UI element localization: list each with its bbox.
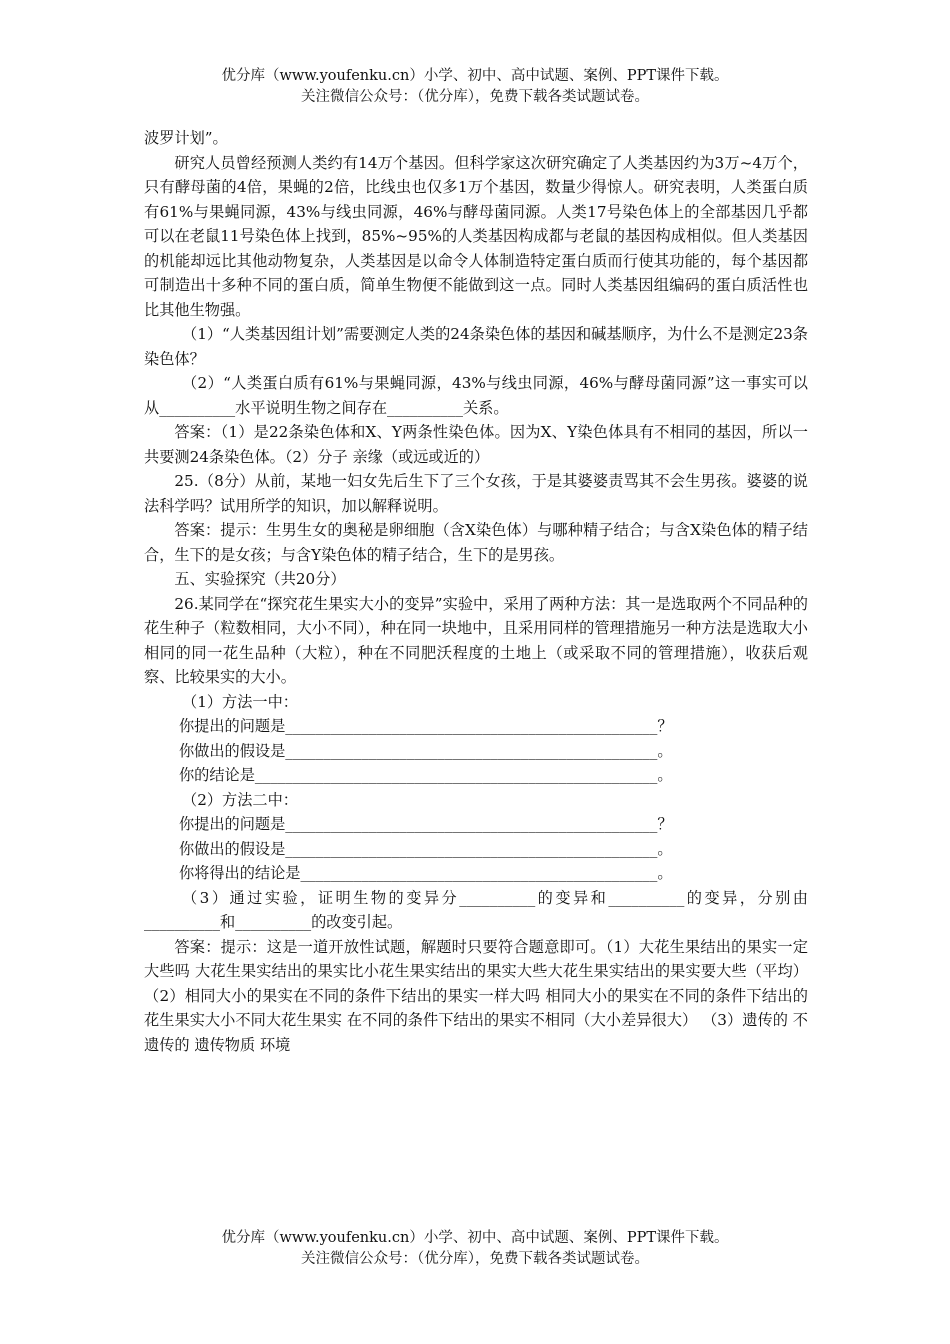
paragraph: 研究人员曾经预测人类约有14万个基因。但科学家这次研究确定了人类基因约为3万~4万个，只有酵母菌的4倍，果蝇的2倍，比线虫也仅多1万个基因，数量少得惊人。研究表明，人类蛋白质有61%与果蝇同源，43%与线虫同源，46%与酵母菌同源。人类17号染色体上的全部基因几乎都可以在老鼠11号染色体上找到，85%~95%的人类基因构成都与老鼠的基因构成相似。但人类基因的机能却远比其他动物复杂，人类基因是以命令人体制造特定蛋白质而行使其功能的，每个基因都可制造出十多种不同的蛋白质，简单生物便不能做到这一点。同时人类基因组编码的蛋白质活性也比其他生物强。: [144, 153, 808, 319]
page-footer: [0, 1228, 950, 1270]
method-2-hypothesis: 你做出的假设是_________________________________________________。: [178, 839, 673, 858]
answer-24: 答案：（1）是22条染色体和X、Y两条性染色体。因为X、Y染色体具有不相同的基因，所以一共要测24条染色体。（2）分子 亲缘（或远或近的）: [144, 423, 808, 466]
method-2-conclusion: 你将得出的结论是_______________________________________________。: [178, 864, 673, 882]
method-1-question: 你提出的问题是_________________________________________________？: [178, 717, 673, 735]
question-24-2: （2）“人类蛋白质有61%与果蝇同源，43%与线虫同源，46%与酵母菌同源”这一事实可以从__________水平说明生物之间存在__________关系。: [144, 374, 808, 417]
method-1-conclusion: 你的结论是_____________________________________________________。: [178, 766, 673, 784]
question-26-3: （3）通过实验，证明生物的变异分__________的变异和__________的变异，分别由__________和__________的改变引起。: [144, 888, 808, 931]
section-heading: 五、实验探究（共20分）: [174, 570, 346, 588]
header-line-2: 关注微信公众号：（优分库），免费下载各类试题试卷。: [301, 89, 649, 105]
answer-25: 答案：提示：生男生女的奥秘是卵细胞（含X染色体）与哪种精子结合；与含X染色体的精子结合，生下的是女孩；与含Y染色体的精子结合，生下的是男孩。: [144, 521, 808, 564]
question-25: 25.（8分）从前，某地一妇女先后生下了三个女孩，于是其婆婆责骂其不会生男孩。婆婆的说法科学吗？试用所学的知识，加以解释说明。: [144, 472, 808, 515]
answer-26: 答案：提示：这是一道开放性试题，解题时只要符合题意即可。（1）大花生果结出的果实一定大些吗 大花生果实结出的果实比小花生果实结出的果实大些大花生果实结出的果实要大些（平均） （2）相同大小的果实在不同的条件下结出的果实一样大吗 相同大小的果实在不同的条件下结出的花生果实大小不同大花生果实 在不同的条件下结出的果实不相同（大小差异很大） （3）遗传的 不遗传的 遗传物质 环境: [144, 937, 808, 1054]
method-1-hypothesis: 你做出的假设是_________________________________________________。: [178, 741, 673, 760]
method-2-heading: （2）方法二中：: [182, 790, 298, 809]
paragraph: 波罗计划”。: [144, 129, 228, 147]
header-line-1: 优分库（www.youfenku.cn）小学、初中、高中试题、案例、PPT课件下载。: [221, 68, 729, 84]
document-body: [144, 126, 808, 1057]
footer-line-2: 关注微信公众号：（优分库），免费下载各类试题试卷。: [301, 1251, 649, 1267]
method-1-heading: （1）方法一中：: [182, 692, 298, 711]
method-2-question: 你提出的问题是_________________________________________________？: [178, 815, 673, 833]
page-header: [0, 66, 950, 108]
question-26: 26.某同学在“探究花生果实大小的变异”实验中，采用了两种方法：其一是选取两个不同品种的花生种子（粒数相同，大小不同），种在同一块地中，且采用同样的管理措施另一种方法是选取大小相同的同一花生品种（大粒），种在不同肥沃程度的土地上（或采取不同的管理措施），收获后观察、比较果实的大小。: [144, 594, 808, 686]
question-24-1: （1）“人类基因组计划”需要测定人类的24条染色体的基因和碱基顺序，为什么不是测定23条染色体？: [144, 325, 808, 368]
footer-line-1: 优分库（www.youfenku.cn）小学、初中、高中试题、案例、PPT课件下载。: [221, 1230, 729, 1246]
